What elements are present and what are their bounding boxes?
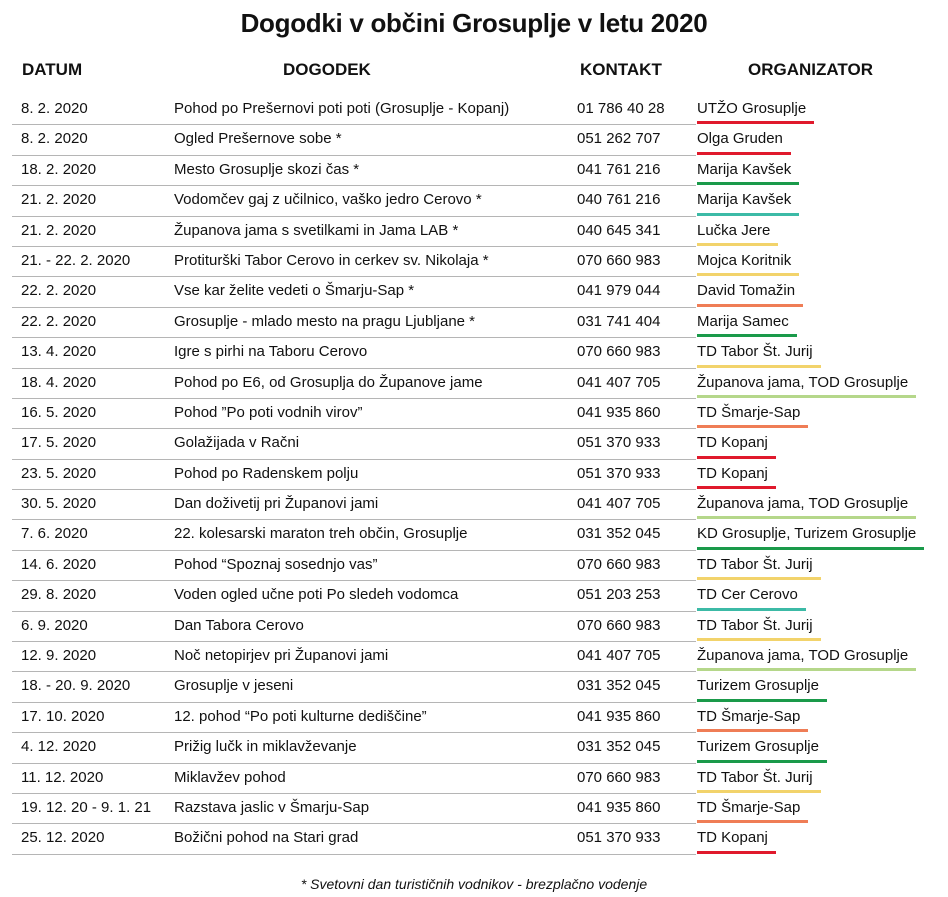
- organizer-underline: [697, 668, 916, 671]
- event-contact: 041 761 216: [577, 160, 661, 178]
- header-organizer: ORGANIZATOR: [748, 60, 873, 79]
- event-name: Pohod ”Po poti vodnih virov”: [174, 403, 363, 421]
- event-contact: 041 935 860: [577, 403, 661, 421]
- event-date: 18. 4. 2020: [21, 373, 97, 391]
- event-date: 13. 4. 2020: [21, 343, 97, 361]
- event-contact: 01 786 40 28: [577, 100, 665, 117]
- event-contact: 031 352 045: [577, 738, 661, 756]
- organizer-underline: [697, 425, 808, 428]
- table-row: [0, 672, 948, 702]
- event-organizer: TD Kopanj: [697, 829, 768, 847]
- event-organizer: Županova jama, TOD Grosuplje: [697, 647, 909, 665]
- event-name: Noč netopirjev pri Županovi jami: [174, 647, 389, 665]
- event-contact: 070 660 983: [577, 768, 661, 786]
- organizer-underline: [697, 182, 799, 185]
- event-name: Grosuplje - mlado mesto na pragu Ljubljane *: [174, 312, 476, 330]
- table-row: [0, 217, 948, 247]
- organizer-underline: [697, 516, 916, 519]
- organizer-underline: [697, 790, 821, 793]
- organizer-underline: [697, 213, 799, 216]
- event-date: 12. 9. 2020: [21, 647, 97, 665]
- event-organizer: TD Šmarje-Sap: [697, 798, 801, 816]
- event-contact: 070 660 983: [577, 343, 661, 361]
- organizer-underline: [697, 760, 827, 763]
- event-name: Miklavžev pohod: [174, 768, 286, 786]
- organizer-underline: [697, 273, 799, 276]
- event-date: 22. 2. 2020: [21, 312, 97, 330]
- event-organizer: TD Kopanj: [697, 464, 768, 482]
- event-name: Grosuplje v jeseni: [174, 677, 294, 695]
- organizer-underline: [697, 456, 776, 459]
- table-row: [0, 642, 948, 672]
- table-row: [0, 551, 948, 581]
- event-name: Golažijada v Račni: [174, 434, 300, 452]
- event-contact: 041 407 705: [577, 373, 661, 391]
- table-row: [0, 824, 948, 854]
- event-organizer: KD Grosuplje, Turizem Grosuplje: [697, 525, 917, 543]
- event-organizer: TD Tabor Št. Jurij: [697, 343, 813, 361]
- event-name: Županova jama s svetilkami in Jama LAB *: [174, 221, 459, 239]
- event-contact: 031 741 404: [577, 312, 661, 330]
- event-name: Prižig lučk in miklavževanje: [174, 738, 357, 756]
- header-event: DOGODEK: [283, 60, 371, 79]
- event-organizer: UTŽO Grosuplje: [697, 100, 807, 117]
- event-contact: 041 935 860: [577, 707, 661, 725]
- event-contact: 040 761 216: [577, 191, 661, 209]
- event-date: 22. 2. 2020: [21, 282, 97, 300]
- organizer-underline: [697, 638, 821, 641]
- events-table: [0, 95, 948, 855]
- organizer-underline: [697, 851, 776, 854]
- event-date: 29. 8. 2020: [21, 586, 97, 604]
- table-row: [0, 581, 948, 611]
- organizer-underline: [697, 121, 814, 124]
- event-name: Dan Tabora Cerovo: [174, 616, 304, 634]
- table-row: [0, 399, 948, 429]
- organizer-underline: [697, 608, 806, 611]
- event-contact: 051 370 933: [577, 434, 661, 452]
- page-title: Dogodki v občini Grosuplje v letu 2020: [240, 8, 708, 38]
- table-row: [0, 338, 948, 368]
- event-date: 30. 5. 2020: [21, 495, 97, 513]
- event-name: Ogled Prešernove sobe *: [174, 130, 342, 148]
- organizer-underline: [697, 820, 808, 823]
- header-date: DATUM: [22, 60, 83, 79]
- event-contact: 070 660 983: [577, 251, 661, 269]
- event-date: 4. 12. 2020: [21, 738, 97, 756]
- table-row: [0, 764, 948, 794]
- organizer-underline: [697, 365, 821, 368]
- organizer-underline: [697, 334, 797, 337]
- table-row: [0, 308, 948, 338]
- event-organizer: TD Tabor Št. Jurij: [697, 616, 813, 634]
- event-contact: 040 645 341: [577, 221, 661, 239]
- event-organizer: TD Šmarje-Sap: [697, 707, 801, 725]
- event-contact: 041 407 705: [577, 495, 661, 513]
- event-name: Razstava jaslic v Šmarju-Sap: [174, 798, 370, 816]
- event-organizer: TD Tabor Št. Jurij: [697, 555, 813, 573]
- event-contact: 051 370 933: [577, 464, 661, 482]
- event-contact: 051 262 707: [577, 130, 661, 148]
- table-row: [0, 277, 948, 307]
- event-date: 23. 5. 2020: [21, 464, 97, 482]
- event-date: 19. 12. 20 - 9. 1. 21: [21, 798, 152, 816]
- event-organizer: Lučka Jere: [697, 221, 771, 239]
- event-organizer: Turizem Grosuplje: [697, 677, 819, 695]
- event-name: Igre s pirhi na Taboru Cerovo: [174, 343, 368, 361]
- event-organizer: David Tomažin: [697, 282, 796, 300]
- event-contact: 070 660 983: [577, 555, 661, 573]
- event-date: 21. 2. 2020: [21, 221, 97, 239]
- organizer-underline: [697, 486, 776, 489]
- footnote: * Svetovni dan turističnih vodnikov - brezplačno vodenje: [300, 876, 648, 892]
- row-divider: [12, 854, 696, 855]
- event-name: Protiturški Tabor Cerovo in cerkev sv. Nikolaja *: [174, 251, 489, 269]
- event-organizer: TD Cer Cerovo: [697, 586, 798, 604]
- table-row: [0, 703, 948, 733]
- event-contact: 051 370 933: [577, 829, 661, 847]
- event-organizer: TD Šmarje-Sap: [697, 403, 801, 421]
- organizer-underline: [697, 577, 821, 580]
- event-contact: 051 203 253: [577, 586, 661, 604]
- table-row: [0, 490, 948, 520]
- event-organizer: Olga Gruden: [697, 130, 783, 148]
- organizer-underline: [697, 304, 803, 307]
- event-contact: 041 407 705: [577, 647, 661, 665]
- table-row: [0, 369, 948, 399]
- event-contact: 031 352 045: [577, 525, 661, 543]
- table-row: [0, 95, 948, 125]
- event-organizer: Mojca Koritnik: [697, 251, 792, 269]
- event-date: 8. 2. 2020: [21, 100, 88, 117]
- organizer-underline: [697, 699, 827, 702]
- table-row: [0, 125, 948, 155]
- table-row: [0, 247, 948, 277]
- event-name: Pohod po E6, od Grosuplja do Županove jame: [174, 373, 483, 391]
- organizer-underline: [697, 547, 924, 550]
- event-date: 16. 5. 2020: [21, 403, 97, 421]
- event-date: 17. 10. 2020: [21, 707, 105, 725]
- header-contact: KONTAKT: [580, 60, 662, 79]
- event-organizer: Marija Samec: [697, 312, 789, 330]
- event-date: 18. 2. 2020: [21, 160, 97, 178]
- event-organizer: Marija Kavšek: [697, 191, 792, 209]
- event-name: 22. kolesarski maraton treh občin, Grosuplje: [174, 525, 468, 543]
- event-name: Vse kar želite vedeti o Šmarju-Sap *: [174, 282, 415, 300]
- event-date: 21. 2. 2020: [21, 191, 97, 209]
- event-date: 14. 6. 2020: [21, 555, 97, 573]
- event-contact: 070 660 983: [577, 616, 661, 634]
- event-name: Pohod “Spoznaj sosednjo vas”: [174, 555, 378, 573]
- event-date: 18. - 20. 9. 2020: [21, 677, 131, 695]
- table-row: [0, 186, 948, 216]
- event-organizer: TD Tabor Št. Jurij: [697, 768, 813, 786]
- event-date: 11. 12. 2020: [21, 768, 104, 786]
- event-name: Voden ogled učne poti Po sledeh vodomca: [174, 586, 459, 604]
- table-row: [0, 460, 948, 490]
- event-name: Vodomčev gaj z učilnico, vaško jedro Cerovo *: [174, 191, 482, 209]
- event-date: 17. 5. 2020: [21, 434, 97, 452]
- event-date: 8. 2. 2020: [21, 130, 88, 148]
- table-row: [0, 429, 948, 459]
- event-contact: 031 352 045: [577, 677, 661, 695]
- event-date: 7. 6. 2020: [21, 525, 88, 543]
- table-row: [0, 520, 948, 550]
- event-date: 21. - 22. 2. 2020: [21, 251, 131, 269]
- event-name: Božični pohod na Stari grad: [174, 829, 359, 847]
- event-organizer: Turizem Grosuplje: [697, 738, 819, 756]
- table-row: [0, 156, 948, 186]
- event-name: Pohod po Radenskem polju: [174, 464, 359, 482]
- event-organizer: Županova jama, TOD Grosuplje: [697, 373, 909, 391]
- table-row: [0, 612, 948, 642]
- event-organizer: Županova jama, TOD Grosuplje: [697, 495, 909, 513]
- organizer-underline: [697, 729, 808, 732]
- event-name: 12. pohod “Po poti kulturne dediščine”: [174, 707, 427, 725]
- event-name: Pohod po Prešernovi poti poti (Grosuplje - Kopanj): [174, 100, 510, 117]
- event-contact: 041 935 860: [577, 798, 661, 816]
- event-organizer: TD Kopanj: [697, 434, 768, 452]
- event-name: Dan doživetij pri Županovi jami: [174, 495, 379, 513]
- table-row: [0, 733, 948, 763]
- event-date: 6. 9. 2020: [21, 616, 88, 634]
- event-name: Mesto Grosuplje skozi čas *: [174, 160, 360, 178]
- organizer-underline: [697, 243, 778, 246]
- event-date: 25. 12. 2020: [21, 829, 105, 847]
- event-organizer: Marija Kavšek: [697, 160, 792, 178]
- event-contact: 041 979 044: [577, 282, 661, 300]
- table-row: [0, 794, 948, 824]
- organizer-underline: [697, 152, 791, 155]
- organizer-underline: [697, 395, 916, 398]
